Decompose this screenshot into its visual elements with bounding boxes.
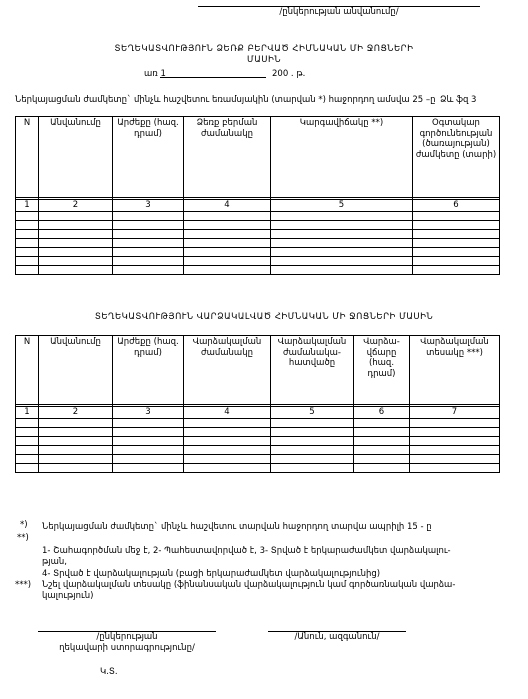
table-cell[interactable] [354, 454, 410, 463]
table-cell[interactable] [410, 454, 500, 463]
table-cell[interactable] [354, 418, 410, 427]
table-cell[interactable] [413, 256, 500, 265]
table-cell[interactable] [184, 427, 271, 436]
table-cell[interactable] [113, 436, 184, 445]
leased-assets-table [15, 335, 500, 473]
col-header: Օգտակար գործունեության (ծառայության) ժամկետը (տարի) [413, 117, 500, 198]
acquired-assets-table [15, 116, 500, 275]
footnote-3-text [42, 580, 512, 603]
table-cell[interactable] [271, 445, 354, 454]
col-header: N [16, 117, 39, 198]
column-number-row [16, 200, 500, 212]
table-cell[interactable] [39, 247, 113, 256]
form-title-line1: ՏԵՂԵԿԱՏՎՈՒԹՅՈՒՆ ՁԵՌՔ ԲԵՐՎԱԾ ՀԻՄՆԱԿԱՆ ՄԻ ՋՈՑՆԵՐԻ [114, 44, 414, 54]
table-cell[interactable] [354, 427, 410, 436]
col-header: Արժեքը (հազ. դրամ) [113, 336, 184, 405]
table-cell[interactable] [184, 463, 271, 472]
table-cell[interactable] [184, 247, 271, 256]
col-header: Վարձա-վճարը (հազ. դրամ) [354, 336, 410, 405]
table-cell[interactable] [113, 247, 184, 256]
table-cell[interactable] [16, 418, 39, 427]
table-row[interactable] [16, 436, 500, 445]
column-number: 4 [184, 407, 271, 419]
table-cell[interactable] [16, 220, 39, 229]
table-row[interactable] [16, 427, 500, 436]
signature-caption-line: /ընկերության [96, 632, 158, 642]
table-cell[interactable] [184, 445, 271, 454]
signature-caption-left [38, 632, 216, 655]
col-header: Կարգավիճակը **) [271, 117, 413, 198]
col-header: Վարձակալման տեսակը ***) [410, 336, 500, 405]
col-header: Անվանումը [39, 336, 113, 405]
table-row[interactable] [16, 265, 500, 274]
column-number: 3 [113, 200, 184, 212]
table-cell[interactable] [113, 265, 184, 274]
table-cell[interactable] [184, 211, 271, 220]
table-header-row [16, 336, 500, 405]
table-cell[interactable] [413, 229, 500, 238]
table-cell[interactable] [271, 238, 413, 247]
table-row[interactable] [16, 247, 500, 256]
column-number: 6 [354, 407, 410, 419]
column-number: 7 [410, 407, 500, 419]
table-cell[interactable] [113, 418, 184, 427]
table-cell[interactable] [16, 229, 39, 238]
table-row[interactable] [16, 238, 500, 247]
stamp-place: Կ.Տ. [100, 667, 118, 677]
table-cell[interactable] [271, 463, 354, 472]
date-suffix: 200 . թ. [272, 69, 306, 79]
footnote-2-line: 1- Շահագործման մեջ է, 2- Պահեստավորված է, 3- Տրված է երկարաժամկետ վարձակալու- [42, 546, 451, 556]
table-cell[interactable] [16, 436, 39, 445]
table-cell[interactable] [184, 436, 271, 445]
footnote-2-text [42, 546, 512, 580]
col-header: Վարձակալման ժամանակա-հատվածը [271, 336, 354, 405]
column-number: 5 [271, 200, 413, 212]
table-cell[interactable] [271, 436, 354, 445]
table-row[interactable] [16, 454, 500, 463]
table-cell[interactable] [16, 211, 39, 220]
column-number: 3 [113, 407, 184, 419]
table-cell[interactable] [413, 238, 500, 247]
table-cell[interactable] [184, 418, 271, 427]
table-cell[interactable] [113, 211, 184, 220]
column-number: 1 [16, 407, 39, 419]
table-cell[interactable] [39, 436, 113, 445]
column-number: 2 [39, 200, 113, 212]
table-row[interactable] [16, 256, 500, 265]
footnote-2-mark: **) [17, 533, 29, 543]
table-cell[interactable] [410, 427, 500, 436]
footnote-1-mark: *) [20, 520, 28, 530]
column-number: 6 [413, 200, 500, 212]
table-cell[interactable] [184, 454, 271, 463]
table-cell[interactable] [271, 427, 354, 436]
table-cell[interactable] [16, 256, 39, 265]
column-number: 2 [39, 407, 113, 419]
table-cell[interactable] [39, 445, 113, 454]
table-row[interactable] [16, 418, 500, 427]
table-row[interactable] [16, 463, 500, 472]
table-header-row [16, 117, 500, 198]
table-row[interactable] [16, 229, 500, 238]
column-number: 1 [16, 200, 39, 212]
column-number-row [16, 407, 500, 419]
table-cell[interactable] [39, 265, 113, 274]
table-cell[interactable] [413, 220, 500, 229]
table-cell[interactable] [39, 427, 113, 436]
table-cell[interactable] [184, 220, 271, 229]
table-cell[interactable] [39, 463, 113, 472]
table-cell[interactable] [184, 256, 271, 265]
table-cell[interactable] [16, 445, 39, 454]
submission-period: Ներկայացման ժամկետը` մինչև հաշվետու եռամսյակին (տարվան *) հաջորդող ամսվա 25 –ը [15, 95, 436, 105]
table-cell[interactable] [271, 229, 413, 238]
table-cell[interactable] [271, 247, 413, 256]
table-cell[interactable] [16, 265, 39, 274]
footnote-3-line: Նշել վարձակալման տեսակը (ֆինանսական վարձակալություն կամ գործառնական վարձա- [42, 580, 456, 590]
table-cell[interactable] [184, 238, 271, 247]
table-cell[interactable] [113, 427, 184, 436]
col-header: Արժեքը (հազ. դրամ) [113, 117, 184, 198]
table-cell[interactable] [413, 265, 500, 274]
table-cell[interactable] [113, 220, 184, 229]
section2-title: ՏԵՂԵԿԱՏՎՈՒԹՅՈՒՆ ՎԱՐՁԱԿԱԼՎԱԾ ՀԻՄՆԱԿԱՆ ՄԻ ՋՈՑՆԵՐԻ ՄԱՍԻՆ [94, 312, 434, 322]
table-cell[interactable] [184, 229, 271, 238]
table-cell[interactable] [16, 463, 39, 472]
form-title [0, 44, 528, 66]
table-cell[interactable] [271, 256, 413, 265]
footnote-1-text: Ներկայացման ժամկետը` մինչև հաշվետու տարվան հաջորդող տարվա ապրիլի 15 - ը [42, 522, 432, 532]
table-cell[interactable] [16, 454, 39, 463]
table-cell[interactable] [413, 211, 500, 220]
footnote-3-mark: ***) [15, 580, 32, 590]
table-cell[interactable] [39, 238, 113, 247]
table-cell[interactable] [113, 463, 184, 472]
date-line [160, 77, 266, 78]
table-cell[interactable] [113, 256, 184, 265]
table-cell[interactable] [410, 445, 500, 454]
table-cell[interactable] [39, 256, 113, 265]
table-cell[interactable] [39, 418, 113, 427]
table-cell[interactable] [16, 427, 39, 436]
table-cell[interactable] [410, 418, 500, 427]
table-cell[interactable] [113, 445, 184, 454]
table-cell[interactable] [354, 463, 410, 472]
table-cell[interactable] [39, 454, 113, 463]
table-cell[interactable] [354, 445, 410, 454]
form-number: Ձև ֆզ 3 [440, 95, 477, 105]
footnote-2-line: 4- Տրված է վարձակալության (բացի երկարաժամկետ վարձակալությունից) [42, 568, 381, 579]
table-cell[interactable] [271, 418, 354, 427]
column-number: 4 [184, 200, 271, 212]
table-cell[interactable] [410, 436, 500, 445]
table-cell[interactable] [184, 265, 271, 274]
col-header: Անվանումը [39, 117, 113, 198]
table-row[interactable] [16, 211, 500, 220]
org-name-caption: /ընկերության անվանումը/ [279, 7, 399, 17]
table-cell[interactable] [354, 436, 410, 445]
table-cell[interactable] [16, 238, 39, 247]
table-cell[interactable] [39, 229, 113, 238]
table-cell[interactable] [413, 247, 500, 256]
table-cell[interactable] [39, 211, 113, 220]
table-cell[interactable] [113, 229, 184, 238]
form-title-line2: ՄԱՍԻՆ [246, 55, 282, 66]
date-prefix: առ 1 [144, 69, 166, 79]
table-cell[interactable] [271, 454, 354, 463]
table-cell[interactable] [16, 247, 39, 256]
signature-caption-line: ղեկավարի ստորագրությունը/ [59, 643, 195, 654]
footnote-3-line: կալություն) [42, 591, 94, 602]
col-header: Ձեռք բերման ժամանակը [184, 117, 271, 198]
table-cell[interactable] [39, 220, 113, 229]
footnote-2-line: թյան, [42, 557, 67, 568]
table-row[interactable] [16, 445, 500, 454]
table-cell[interactable] [271, 265, 413, 274]
table-cell[interactable] [271, 211, 413, 220]
table-row[interactable] [16, 220, 500, 229]
table-cell[interactable] [113, 454, 184, 463]
column-number: 5 [271, 407, 354, 419]
table-cell[interactable] [410, 463, 500, 472]
table-cell[interactable] [113, 238, 184, 247]
table-cell[interactable] [271, 220, 413, 229]
signature-caption-right: /Անուն, ազգանուն/ [294, 632, 380, 642]
col-header: Վարձակալման ժամանակը [184, 336, 271, 405]
col-header: N [16, 336, 39, 405]
